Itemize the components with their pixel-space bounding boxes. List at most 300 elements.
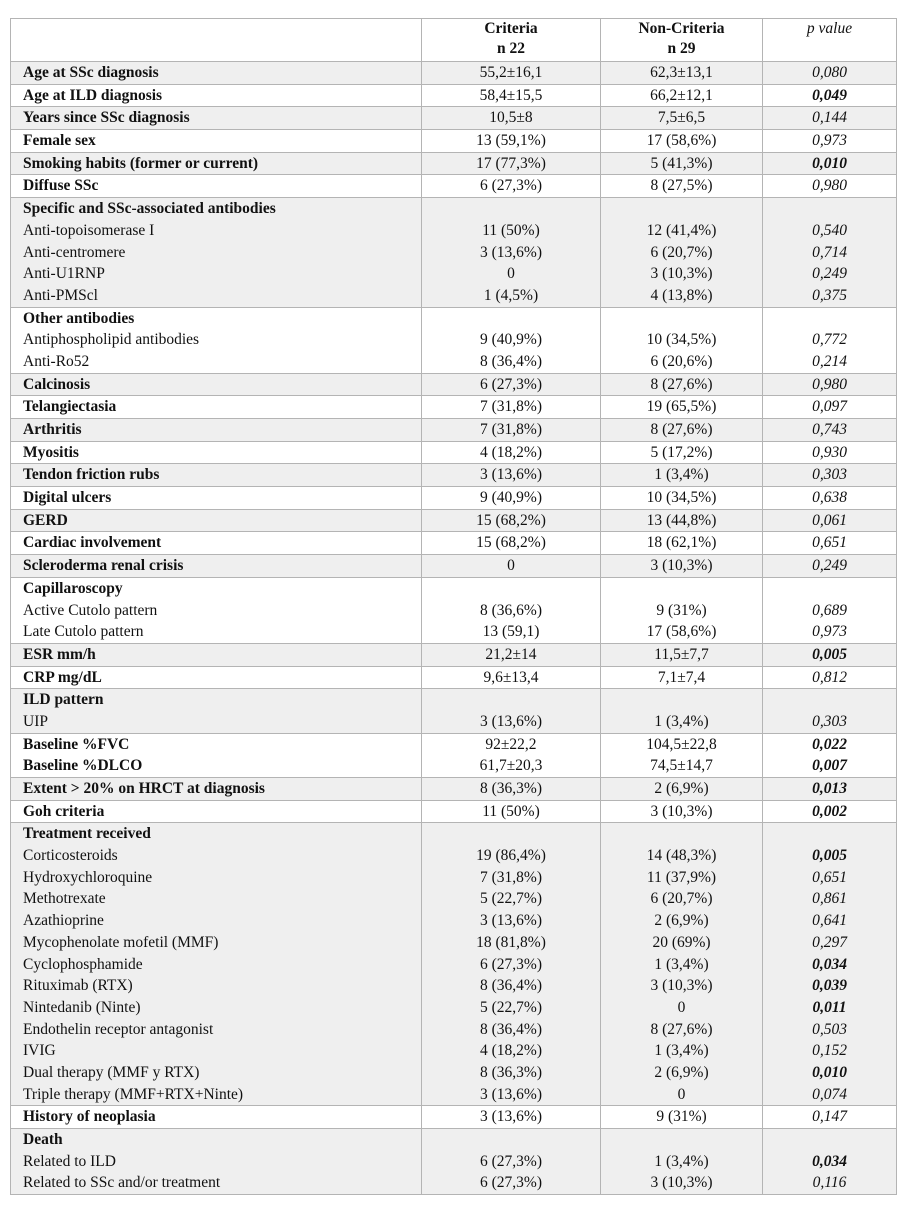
noncriteria-value-cell: [601, 532, 763, 555]
criteria-value: 58,4±15,5: [479, 86, 543, 104]
p-value: 0,013: [812, 780, 847, 797]
noncriteria-value: [601, 578, 762, 600]
noncriteria-value-cell: [601, 198, 763, 307]
noncriteria-value-cell: [601, 175, 763, 198]
noncriteria-value-cell: [601, 643, 763, 666]
noncriteria-value: 9 (31%): [656, 601, 707, 619]
p-value: 0,144: [812, 109, 847, 127]
row-label-cell: [11, 643, 422, 666]
p-value: [763, 578, 896, 600]
noncriteria-value: 66,2±12,1: [650, 86, 713, 104]
noncriteria-value: 3 (10,3%): [650, 802, 713, 820]
table-row: [11, 62, 897, 85]
row-label-cell: [11, 84, 422, 107]
criteria-value-cell: [422, 1106, 601, 1129]
row-label: Active Cutolo pattern: [23, 601, 158, 619]
criteria-value: 5 (22,7%): [480, 998, 542, 1016]
table-row: [11, 643, 897, 666]
p-value: 0,714: [812, 243, 847, 261]
p-value: 0,039: [812, 977, 847, 995]
criteria-value-cell: [422, 577, 601, 643]
noncriteria-value: 3 (10,3%): [650, 1174, 713, 1192]
noncriteria-value-cell: [601, 1106, 763, 1129]
row-label-cell: [11, 577, 422, 643]
criteria-value-cell: [422, 396, 601, 419]
row-label: Myositis: [23, 443, 79, 461]
row-label: Anti-Ro52: [23, 352, 90, 370]
p-value: 0,011: [812, 998, 847, 1016]
row-label: Female sex: [23, 132, 96, 150]
criteria-value: [422, 823, 600, 845]
row-label: Triple therapy (MMF+RTX+Ninte): [23, 1085, 244, 1103]
noncriteria-value: 8 (27,6%): [650, 421, 713, 438]
row-label-cell: [11, 555, 422, 578]
p-value: 0,638: [812, 489, 847, 507]
criteria-value: 6 (27,3%): [480, 1174, 542, 1192]
table-row: [11, 396, 897, 419]
criteria-value: 6 (27,3%): [480, 1152, 542, 1170]
criteria-value-cell: [422, 1129, 601, 1195]
noncriteria-value: 2 (6,9%): [654, 912, 709, 930]
criteria-value: 8 (36,4%): [480, 977, 542, 995]
criteria-value: [422, 689, 600, 711]
row-label: Smoking habits (former or current): [23, 154, 259, 172]
row-label: Specific and SSc-associated antibodies: [23, 200, 276, 218]
row-label: ILD pattern: [23, 691, 104, 709]
criteria-value: 92±22,2: [485, 735, 537, 753]
noncriteria-value-cell: [601, 107, 763, 130]
noncriteria-value: 11 (37,9%): [646, 868, 717, 886]
table-header-row: [11, 19, 897, 62]
noncriteria-value: 7,1±7,4: [657, 668, 706, 686]
p-value: 0,007: [812, 757, 847, 775]
criteria-value-cell: [422, 823, 601, 1106]
row-label: Extent > 20% on HRCT at diagnosis: [23, 780, 265, 797]
row-label: Cyclophosphamide: [23, 955, 143, 973]
p-value-cell: [763, 464, 897, 487]
p-value: 0,743: [812, 421, 847, 438]
header-criteria-n: n 22: [497, 40, 525, 57]
row-label: GERD: [23, 511, 68, 529]
noncriteria-value-cell: [601, 666, 763, 689]
noncriteria-value-cell: [601, 419, 763, 442]
noncriteria-value: 14 (48,3%): [646, 847, 717, 865]
criteria-value-cell: [422, 464, 601, 487]
noncriteria-value-cell: [601, 62, 763, 85]
criteria-value-cell: [422, 373, 601, 396]
noncriteria-value: 17 (58,6%): [646, 623, 717, 641]
noncriteria-value-cell: [601, 84, 763, 107]
row-label: Years since SSc diagnosis: [23, 109, 190, 127]
p-value: 0,772: [812, 331, 847, 349]
criteria-value-cell: [422, 689, 601, 733]
row-label: Dual therapy (MMF y RTX): [23, 1063, 200, 1081]
p-value: 0,930: [812, 443, 847, 461]
criteria-value: 17 (77,3%): [476, 154, 546, 172]
row-label: Tendon friction rubs: [23, 466, 160, 484]
table-row: [11, 778, 897, 801]
table-row: [11, 441, 897, 464]
noncriteria-value: 0: [677, 998, 686, 1016]
row-label: Death: [23, 1131, 63, 1148]
row-label: Baseline %FVC: [23, 735, 130, 753]
noncriteria-value: 19 (65,5%): [646, 398, 717, 416]
p-value-cell: [763, 532, 897, 555]
row-label-cell: [11, 441, 422, 464]
criteria-value: 7 (31,8%): [480, 421, 542, 438]
noncriteria-value-cell: [601, 778, 763, 801]
noncriteria-value: 5 (17,2%): [650, 443, 713, 461]
p-value: 0,641: [812, 912, 847, 930]
row-label: Digital ulcers: [23, 489, 112, 507]
criteria-value-cell: [422, 307, 601, 373]
criteria-value: 13 (59,1%): [476, 132, 546, 150]
criteria-value-cell: [422, 152, 601, 175]
noncriteria-value: 6 (20,6%): [650, 352, 713, 370]
criteria-value-cell: [422, 733, 601, 777]
criteria-value: 7 (31,8%): [480, 868, 542, 886]
row-label-cell: [11, 532, 422, 555]
p-value: 0,861: [812, 890, 847, 908]
noncriteria-value-cell: [601, 509, 763, 532]
row-label-cell: [11, 307, 422, 373]
p-value: 0,152: [812, 1042, 847, 1060]
header-pvalue: [763, 19, 897, 62]
criteria-value: [422, 1129, 600, 1151]
table-row: [11, 555, 897, 578]
p-value: 0,297: [812, 933, 847, 951]
p-value: 0,980: [812, 375, 847, 393]
noncriteria-value: 62,3±13,1: [650, 64, 713, 81]
p-value: 0,303: [812, 466, 847, 484]
table-body: [11, 62, 897, 1195]
noncriteria-value-cell: [601, 152, 763, 175]
noncriteria-value-cell: [601, 487, 763, 510]
noncriteria-value: 10 (34,5%): [646, 489, 717, 507]
criteria-value: 5 (22,7%): [480, 890, 542, 908]
criteria-value: [422, 198, 600, 220]
p-value: 0,812: [812, 668, 847, 686]
p-value: 0,973: [812, 132, 847, 150]
noncriteria-value: 12 (41,4%): [646, 221, 717, 239]
criteria-value: 9 (40,9%): [480, 489, 542, 507]
noncriteria-value: 3 (10,3%): [650, 265, 713, 283]
row-label: Calcinosis: [23, 375, 91, 393]
criteria-value: 8 (36,6%): [480, 601, 542, 619]
p-value-cell: [763, 823, 897, 1106]
row-label-cell: [11, 778, 422, 801]
noncriteria-value: 20 (69%): [652, 933, 711, 951]
row-label: Anti-centromere: [23, 243, 126, 261]
row-label: Age at SSc diagnosis: [23, 64, 159, 81]
p-value: 0,074: [812, 1085, 847, 1103]
noncriteria-value: 0: [677, 1085, 686, 1103]
p-value: [763, 689, 896, 711]
row-label-cell: [11, 107, 422, 130]
criteria-value-cell: [422, 509, 601, 532]
criteria-value-cell: [422, 778, 601, 801]
criteria-value: 0: [507, 265, 515, 283]
p-value: 0,973: [812, 623, 847, 641]
row-label: Rituximab (RTX): [23, 977, 133, 995]
criteria-value-cell: [422, 800, 601, 823]
p-value-cell: [763, 62, 897, 85]
row-label: Goh criteria: [23, 802, 105, 820]
criteria-value: 13 (59,1): [482, 623, 540, 641]
row-label: Nintedanib (Ninte): [23, 998, 141, 1016]
criteria-value: 11 (50%): [482, 802, 540, 820]
criteria-value: 8 (36,3%): [480, 780, 542, 797]
p-value-cell: [763, 441, 897, 464]
row-label: Mycophenolate mofetil (MMF): [23, 933, 219, 951]
noncriteria-value: 1 (3,4%): [654, 1042, 709, 1060]
p-value-cell: [763, 107, 897, 130]
noncriteria-value-cell: [601, 733, 763, 777]
noncriteria-value: [601, 689, 762, 711]
noncriteria-value: 1 (3,4%): [654, 955, 709, 973]
row-label: Arthritis: [23, 421, 82, 438]
criteria-value: 8 (36,3%): [480, 1063, 542, 1081]
table-row: [11, 532, 897, 555]
p-value: 0,503: [812, 1020, 847, 1038]
noncriteria-value: 17 (58,6%): [646, 132, 717, 150]
criteria-value: 3 (13,6%): [480, 712, 542, 730]
noncriteria-value: 13 (44,8%): [646, 511, 717, 529]
row-label: Scleroderma renal crisis: [23, 557, 184, 575]
noncriteria-value: 8 (27,6%): [650, 1020, 713, 1038]
table-row: [11, 733, 897, 777]
criteria-value-cell: [422, 487, 601, 510]
criteria-value: 8 (36,4%): [480, 1020, 542, 1038]
p-value: 0,061: [812, 511, 847, 529]
criteria-value: 7 (31,8%): [480, 398, 542, 416]
noncriteria-value: 74,5±14,7: [650, 757, 713, 775]
row-label: Treatment received: [23, 825, 151, 843]
row-label: ESR mm/h: [23, 645, 96, 663]
noncriteria-value-cell: [601, 555, 763, 578]
noncriteria-value: 6 (20,7%): [650, 243, 713, 261]
p-value: 0,049: [812, 86, 847, 104]
noncriteria-value-cell: [601, 441, 763, 464]
criteria-value: [422, 308, 600, 330]
criteria-value: 15 (68,2%): [476, 511, 546, 529]
p-value: [763, 198, 896, 220]
row-label-cell: [11, 1106, 422, 1129]
row-label: Telangiectasia: [23, 398, 117, 416]
row-label: Corticosteroids: [23, 847, 118, 865]
p-value-cell: [763, 643, 897, 666]
noncriteria-value: 10 (34,5%): [646, 331, 717, 349]
row-label: Cardiac involvement: [23, 534, 162, 552]
row-label: IVIG: [23, 1042, 56, 1060]
criteria-value-cell: [422, 643, 601, 666]
criteria-value: 19 (86,4%): [476, 847, 546, 865]
header-criteria-label: Criteria: [484, 20, 538, 37]
row-label-cell: [11, 464, 422, 487]
noncriteria-value: [601, 308, 762, 330]
row-label-cell: [11, 800, 422, 823]
row-label-cell: [11, 419, 422, 442]
p-value: 0,214: [812, 352, 847, 370]
header-criteria: [422, 19, 601, 62]
criteria-value: 9,6±13,4: [483, 668, 539, 686]
row-label: Anti-topoisomerase I: [23, 221, 155, 239]
row-label-cell: [11, 373, 422, 396]
noncriteria-value: 11,5±7,7: [654, 645, 709, 663]
noncriteria-value-cell: [601, 800, 763, 823]
row-label: Endothelin receptor antagonist: [23, 1020, 214, 1038]
noncriteria-value-cell: [601, 396, 763, 419]
table-row: [11, 130, 897, 153]
noncriteria-value: 8 (27,6%): [650, 375, 713, 393]
p-value-cell: [763, 509, 897, 532]
table-row: [11, 107, 897, 130]
p-value: 0,147: [812, 1108, 847, 1126]
row-label: CRP mg/dL: [23, 668, 102, 686]
table-row: [11, 509, 897, 532]
p-value: 0,375: [812, 286, 847, 304]
row-label-cell: [11, 175, 422, 198]
row-label-cell: [11, 689, 422, 733]
criteria-value-cell: [422, 555, 601, 578]
criteria-value: 1 (4,5%): [483, 286, 539, 304]
noncriteria-value-cell: [601, 1129, 763, 1195]
row-label-cell: [11, 823, 422, 1106]
row-label-cell: [11, 733, 422, 777]
criteria-value-cell: [422, 198, 601, 307]
noncriteria-value: 7,5±6,5: [657, 109, 706, 127]
row-label: Related to ILD: [23, 1152, 116, 1170]
p-value: 0,540: [812, 221, 847, 239]
row-label-cell: [11, 130, 422, 153]
criteria-value: 3 (13,6%): [480, 1085, 542, 1103]
row-label: Related to SSc and/or treatment: [23, 1174, 221, 1192]
row-label: Age at ILD diagnosis: [23, 86, 163, 104]
table-row: [11, 487, 897, 510]
criteria-value: 15 (68,2%): [476, 534, 546, 552]
criteria-value-cell: [422, 107, 601, 130]
noncriteria-value: 1 (3,4%): [654, 1152, 709, 1170]
p-value-cell: [763, 396, 897, 419]
table-row: [11, 823, 897, 1106]
row-label-cell: [11, 487, 422, 510]
criteria-value-cell: [422, 62, 601, 85]
row-label: Anti-PMScl: [23, 286, 98, 304]
p-value-cell: [763, 666, 897, 689]
p-value-cell: [763, 487, 897, 510]
table-row: [11, 84, 897, 107]
table-row: [11, 464, 897, 487]
criteria-value: 3 (13,6%): [480, 1108, 542, 1126]
criteria-value: 61,7±20,3: [479, 757, 543, 775]
table-row: [11, 689, 897, 733]
criteria-value-cell: [422, 419, 601, 442]
row-label: Anti-U1RNP: [23, 265, 105, 283]
criteria-value: 3 (13,6%): [480, 912, 542, 930]
noncriteria-value: 5 (41,3%): [650, 154, 713, 172]
noncriteria-value-cell: [601, 823, 763, 1106]
row-label-cell: [11, 396, 422, 419]
p-value: 0,034: [812, 955, 847, 973]
row-label: Antiphospholipid antibodies: [23, 331, 200, 349]
criteria-value: 4 (18,2%): [480, 1042, 542, 1060]
criteria-value: [422, 578, 600, 600]
criteria-value: 9 (40,9%): [480, 331, 542, 349]
p-value-cell: [763, 1129, 897, 1195]
row-label-cell: [11, 666, 422, 689]
criteria-value: 18 (81,8%): [476, 933, 546, 951]
p-value: 0,005: [812, 645, 847, 663]
criteria-value-cell: [422, 84, 601, 107]
criteria-value: 4 (18,2%): [480, 443, 542, 461]
noncriteria-value-cell: [601, 130, 763, 153]
table-row: [11, 373, 897, 396]
row-label: Baseline %DLCO: [23, 757, 143, 775]
row-label: Methotrexate: [23, 890, 106, 908]
row-label: History of neoplasia: [23, 1108, 156, 1126]
noncriteria-value-cell: [601, 689, 763, 733]
header-pvalue-label: p value: [806, 20, 853, 37]
header-variable: [11, 19, 422, 62]
criteria-value: 6 (27,3%): [480, 375, 542, 393]
p-value: 0,980: [812, 177, 847, 195]
noncriteria-value: 18 (62,1%): [646, 534, 717, 552]
noncriteria-value: [601, 1129, 762, 1151]
p-value: 0,022: [812, 735, 847, 753]
row-label: Hydroxychloroquine: [23, 868, 153, 886]
p-value: 0,116: [812, 1174, 847, 1192]
table-row: [11, 152, 897, 175]
criteria-value-cell: [422, 175, 601, 198]
noncriteria-value: 3 (10,3%): [650, 977, 713, 995]
p-value-cell: [763, 800, 897, 823]
criteria-value: 11 (50%): [482, 221, 540, 239]
criteria-value: 8 (36,4%): [480, 352, 542, 370]
noncriteria-value: 8 (27,5%): [650, 177, 713, 195]
criteria-value-cell: [422, 441, 601, 464]
noncriteria-value: 4 (13,8%): [650, 286, 713, 304]
row-label-cell: [11, 152, 422, 175]
row-label: Azathioprine: [23, 912, 104, 930]
header-noncriteria-label: Non-Criteria: [638, 20, 725, 37]
criteria-value: 6 (27,3%): [480, 177, 542, 195]
table-row: [11, 1129, 897, 1195]
p-value: 0,034: [812, 1152, 847, 1170]
p-value-cell: [763, 1106, 897, 1129]
p-value: 0,005: [812, 847, 847, 865]
p-value-cell: [763, 689, 897, 733]
table-row: [11, 419, 897, 442]
p-value: [763, 823, 896, 845]
noncriteria-value: 3 (10,3%): [650, 557, 713, 575]
p-value: 0,303: [812, 712, 847, 730]
noncriteria-value: 2 (6,9%): [654, 780, 709, 797]
row-label: Late Cutolo pattern: [23, 623, 144, 641]
row-label: Other antibodies: [23, 309, 135, 327]
noncriteria-value-cell: [601, 373, 763, 396]
p-value: 0,249: [812, 265, 847, 283]
p-value: 0,651: [812, 868, 847, 886]
table-row: [11, 175, 897, 198]
p-value: 0,651: [812, 534, 847, 552]
p-value-cell: [763, 555, 897, 578]
p-value: 0,689: [812, 601, 847, 619]
criteria-value: 3 (13,6%): [480, 466, 542, 484]
p-value-cell: [763, 307, 897, 373]
p-value-cell: [763, 175, 897, 198]
p-value: 0,097: [812, 398, 847, 416]
p-value: 0,002: [812, 802, 847, 820]
